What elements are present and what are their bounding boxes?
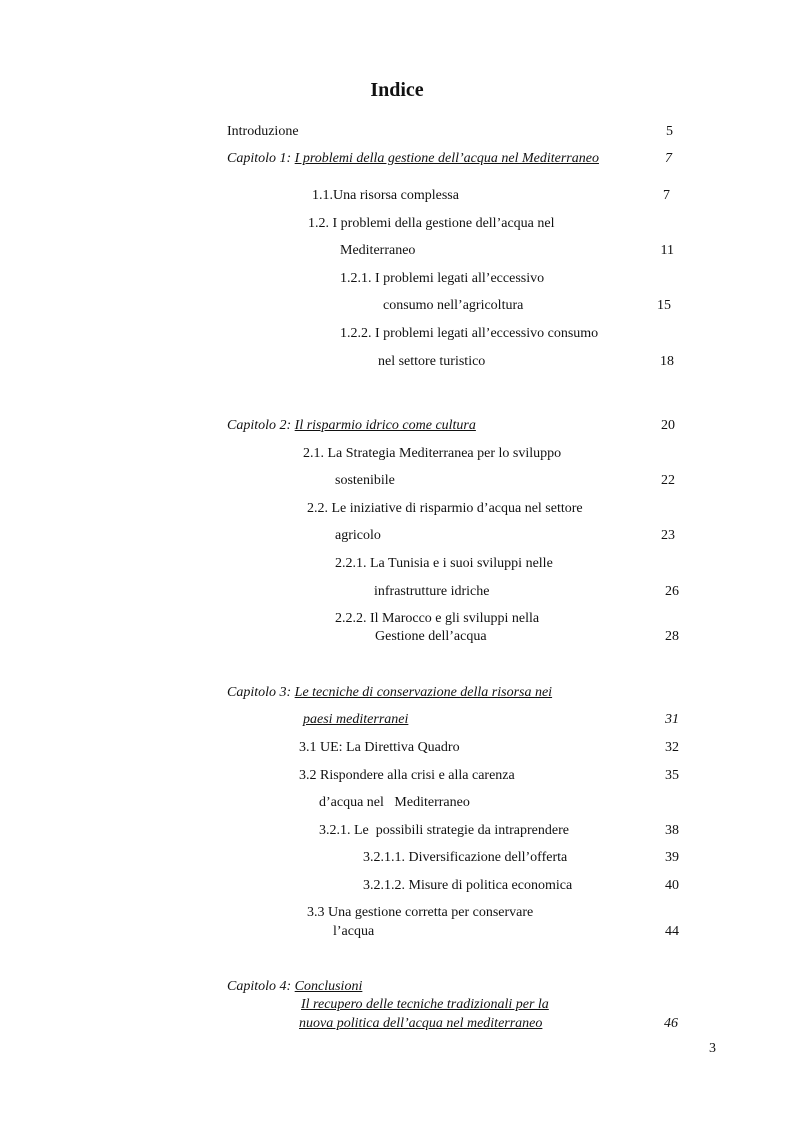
toc-section-3-2-page: 35 — [665, 768, 679, 783]
toc-section-1-1: 1.1.Una risorsa complessa — [312, 188, 459, 203]
toc-section-3-3-page: 44 — [665, 924, 679, 939]
toc-section-2-1-line1: 2.1. La Strategia Mediterranea per lo sviluppo — [303, 446, 562, 461]
toc-section-1-2-line1: 1.2. I problemi della gestione dell’acqua nel — [308, 216, 555, 231]
toc-intro-label: Introduzione — [227, 124, 299, 139]
chapter-2-prefix: Capitolo 2: — [227, 418, 292, 433]
toc-chapter-3 — [227, 685, 552, 701]
toc-section-2-2-2-line1: 2.2.2. Il Marocco e gli sviluppi nella — [335, 611, 540, 626]
chapter-3-title-line2: paesi mediterranei — [303, 712, 409, 727]
toc-section-2-2-1-page: 26 — [665, 584, 679, 599]
toc-section-1-2-2-line2: nel settore turistico — [378, 354, 486, 369]
toc-section-1-2-page: 11 — [660, 243, 674, 258]
toc-section-1-2-1-line1: 1.2.1. I problemi legati all’eccessivo — [340, 271, 545, 286]
toc-chapter-4-page: 46 — [664, 1016, 678, 1031]
toc-section-2-2-page: 23 — [661, 528, 675, 543]
toc-section-2-2-1-line2: infrastrutture idriche — [374, 584, 490, 599]
toc-section-3-3-line2: l’acqua — [333, 924, 375, 939]
chapter-1-title: I problemi della gestione dell’acqua nel Mediterraneo — [294, 151, 599, 166]
page-number: 3 — [709, 1041, 716, 1056]
toc-section-2-1-page: 22 — [661, 473, 675, 488]
chapter-4-subtitle-line2: nuova politica dell’acqua nel mediterraneo — [299, 1016, 543, 1031]
toc-section-1-2-2-page: 18 — [660, 354, 674, 369]
toc-section-2-2-line2: agricolo — [335, 528, 381, 543]
toc-section-1-1-page: 7 — [663, 188, 670, 203]
toc-section-1-2-1-page: 15 — [657, 298, 671, 313]
toc-section-3-1-page: 32 — [665, 740, 679, 755]
toc-section-2-2-1-line1: 2.2.1. La Tunisia e i suoi sviluppi nelle — [335, 556, 553, 571]
chapter-1-prefix: Capitolo 1: — [227, 151, 292, 166]
chapter-3-prefix: Capitolo 3: — [227, 685, 292, 700]
toc-chapter-1-page: 7 — [665, 151, 672, 166]
toc-section-3-2-1-2-page: 40 — [665, 878, 679, 893]
toc-section-2-2-line1: 2.2. Le iniziative di risparmio d’acqua nel settore — [307, 501, 583, 516]
chapter-3-title-line1: Le tecniche di conservazione della risorsa nei — [294, 685, 553, 700]
toc-section-3-2-1-page: 38 — [665, 823, 679, 838]
toc-section-3-2-1: 3.2.1. Le possibili strategie da intraprendere — [319, 823, 569, 838]
toc-section-1-2-2-line1: 1.2.2. I problemi legati all’eccessivo consumo — [340, 326, 599, 341]
toc-section-3-2-1-1-page: 39 — [665, 850, 679, 865]
toc-section-2-1-line2: sostenibile — [335, 473, 395, 488]
toc-intro-page: 5 — [666, 124, 673, 139]
toc-section-3-2-line2: d’acqua nel Mediterraneo — [319, 795, 470, 810]
toc-chapter-2-page: 20 — [661, 418, 675, 433]
toc-section-1-2-1-line2: consumo nell’agricoltura — [383, 298, 524, 313]
toc-section-3-1: 3.1 UE: La Direttiva Quadro — [299, 740, 460, 755]
toc-section-3-3-line1: 3.3 Una gestione corretta per conservare — [307, 905, 534, 920]
toc-section-3-2-1-2: 3.2.1.2. Misure di politica economica — [363, 878, 573, 893]
toc-section-3-2-1-1: 3.2.1.1. Diversificazione dell’offerta — [363, 850, 568, 865]
page-title: Indice — [370, 79, 424, 101]
toc-chapter-3-page: 31 — [665, 712, 679, 727]
toc-chapter-4 — [227, 979, 362, 995]
toc-chapter-2 — [227, 418, 476, 434]
chapter-4-title: Conclusioni — [294, 979, 363, 994]
toc-section-2-2-2-line2: Gestione dell’acqua — [375, 629, 487, 644]
toc-section-3-2-line1: 3.2 Rispondere alla crisi e alla carenza — [299, 768, 515, 783]
toc-section-1-2-line2: Mediterraneo — [340, 243, 416, 258]
toc-section-2-2-2-page: 28 — [665, 629, 679, 644]
toc-chapter-1 — [227, 151, 599, 167]
chapter-4-prefix: Capitolo 4: — [227, 979, 292, 994]
chapter-4-subtitle-line1: Il recupero delle tecniche tradizionali per la — [301, 997, 549, 1012]
chapter-2-title: Il risparmio idrico come cultura — [294, 418, 476, 433]
